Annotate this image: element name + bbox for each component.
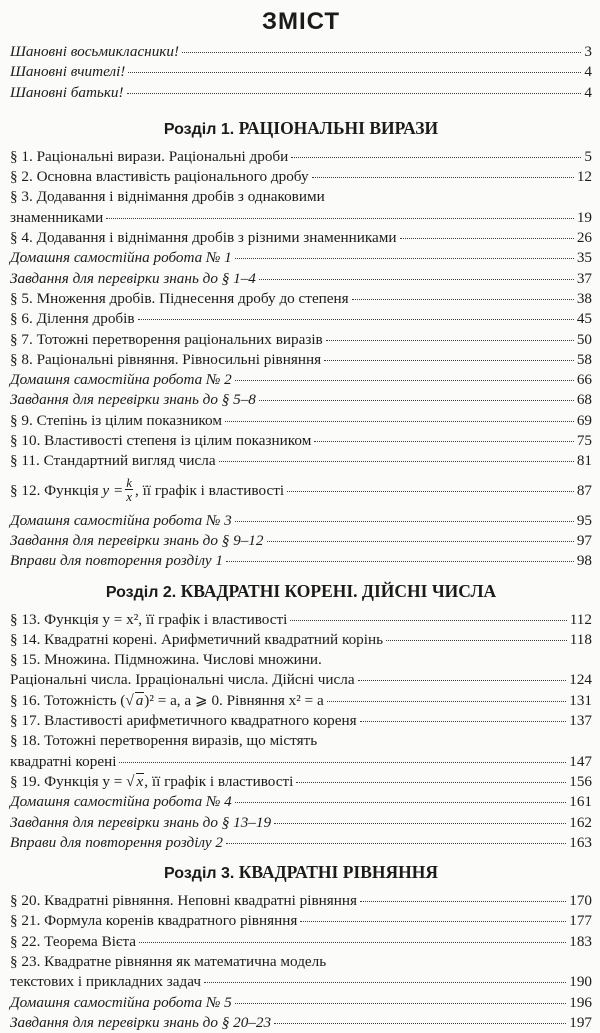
toc-entry-text xyxy=(10,691,324,711)
toc-entry[interactable] xyxy=(10,813,592,833)
page-number: 197 xyxy=(569,1013,592,1031)
toc-entry[interactable] xyxy=(10,731,592,772)
page-number: 196 xyxy=(569,993,592,1011)
leader-dots xyxy=(274,1023,566,1024)
entry-text-pre: § 12. Функція xyxy=(10,481,103,499)
page-number: 118 xyxy=(569,630,592,648)
leader-dots xyxy=(259,400,574,401)
page-number: 156 xyxy=(569,772,592,790)
leader-dots xyxy=(235,521,574,522)
page-number: 35 xyxy=(576,249,592,267)
section-entries xyxy=(10,891,592,1033)
page-number: 170 xyxy=(569,892,592,910)
leader-dots xyxy=(291,157,581,158)
section-title: КВАДРАТНІ РІВНЯННЯ xyxy=(238,862,438,883)
toc-entry[interactable] xyxy=(10,650,592,691)
toc-entry[interactable] xyxy=(10,691,592,711)
toc-entry-text: § 7. Тотожні перетворення раціональних виразів xyxy=(10,330,323,348)
page-number: 3 xyxy=(584,43,592,60)
section-entries xyxy=(10,610,592,854)
page-number: 95 xyxy=(576,511,592,529)
leader-dots xyxy=(296,782,566,783)
page-number: 190 xyxy=(569,973,592,991)
radicand: a xyxy=(135,691,144,709)
toc-entry-text: § 9. Степінь із цілим показником xyxy=(10,411,222,429)
fraction-numerator: k xyxy=(126,474,132,490)
toc-entry[interactable] xyxy=(10,891,592,911)
page-number: 4 xyxy=(584,63,592,81)
leader-dots xyxy=(235,258,574,259)
toc-entry-text: § 6. Ділення дробів xyxy=(10,310,135,328)
page-number: 45 xyxy=(576,310,592,328)
toc-entry-text: § 5. Множення дробів. Піднесення дробу до степеня xyxy=(10,289,349,307)
page-number: 177 xyxy=(569,912,592,930)
leader-dots xyxy=(226,843,566,844)
toc-entry-text: квадратні корені xyxy=(10,752,117,770)
leader-dots xyxy=(128,72,581,73)
fraction-denominator: x xyxy=(126,488,132,504)
toc-entry-text: Вправи для повторення розділу 1 xyxy=(10,552,223,570)
math-expr: y = xyxy=(102,481,124,499)
page-number: 131 xyxy=(569,691,592,709)
leader-dots xyxy=(127,93,582,94)
leader-dots xyxy=(182,52,581,53)
toc-entry-text: Завдання для перевірки знань до § 1–4 xyxy=(10,269,256,287)
toc-entry[interactable] xyxy=(10,309,592,329)
toc-entry-text: Домашня самостійна робота № 4 xyxy=(10,793,232,811)
leader-dots xyxy=(119,762,566,763)
leader-dots xyxy=(204,982,566,983)
toc-entry-text: Завдання для перевірки знань до § 13–19 xyxy=(10,813,272,831)
toc-entry-text-line1: § 15. Множина. Підмножина. Числові множини. xyxy=(10,651,322,669)
toc-entry-text-line1: § 18. Тотожні перетворення виразів, що містять xyxy=(10,732,318,750)
toc-entry[interactable] xyxy=(10,511,592,531)
page-number: 58 xyxy=(576,350,592,368)
toc-entry[interactable] xyxy=(10,431,592,451)
section-label: Розділ 2. xyxy=(105,583,177,601)
toc-entry-text xyxy=(10,474,285,505)
toc-entry-text: § 2. Основна властивість раціонального дробу xyxy=(10,168,309,186)
toc-entry-text: § 4. Додавання і віднімання дробів з різними знаменниками xyxy=(10,229,397,247)
toc-entry[interactable] xyxy=(10,289,592,309)
toc-entry-text: Шановні восьмикласники! xyxy=(10,43,180,60)
leader-dots xyxy=(138,319,574,320)
page-number: 87 xyxy=(576,481,592,499)
leader-dots xyxy=(386,640,567,641)
toc-entry-text: Вправи для повторення розділу 2 xyxy=(10,833,223,851)
page-number: 75 xyxy=(576,432,592,450)
leader-dots xyxy=(324,360,574,361)
toc-entry[interactable] xyxy=(10,370,592,390)
toc-entry-text: Шановні вчителі! xyxy=(10,63,126,81)
leader-dots xyxy=(226,561,574,562)
toc-entry-text: § 1. Раціональні вирази. Раціональні дроби xyxy=(10,147,289,165)
leader-dots xyxy=(300,921,566,922)
section-label: Розділ 1. xyxy=(163,120,235,138)
toc-entry[interactable] xyxy=(10,411,592,431)
toc-entry-text: § 17. Властивості арифметичного квадратного кореня xyxy=(10,712,357,730)
page-number: 161 xyxy=(569,793,592,811)
leader-dots xyxy=(400,238,574,239)
toc-entry[interactable] xyxy=(10,187,592,228)
toc-entry-text: текстових і прикладних задач xyxy=(10,973,202,991)
toc-entry-text: § 20. Квадратні рівняння. Неповні квадратні рівняння xyxy=(10,892,358,910)
fraction xyxy=(125,476,133,503)
toc-entry-text: § 13. Функція y = x², її графік і властивості xyxy=(10,610,288,628)
toc-entry[interactable] xyxy=(10,269,592,289)
toc-entry-text: § 14. Квадратні корені. Арифметичний квадратний корінь xyxy=(10,630,384,648)
toc-entry[interactable] xyxy=(10,350,592,370)
toc-entry[interactable] xyxy=(10,610,592,630)
leader-dots xyxy=(225,421,574,422)
leader-dots xyxy=(139,942,566,943)
sqrt-sign: √ xyxy=(125,691,134,709)
leader-dots xyxy=(312,177,574,178)
leader-dots xyxy=(259,279,574,280)
page-number: 19 xyxy=(576,208,592,226)
entry-text-post: )² = a, a ⩾ 0. Рівняння x² = a xyxy=(144,691,324,709)
toc-entry[interactable] xyxy=(10,62,592,82)
page-number: 38 xyxy=(576,289,592,307)
section-label: Розділ 3. xyxy=(164,865,235,883)
page-number: 68 xyxy=(576,391,592,409)
toc-entry[interactable] xyxy=(10,911,592,931)
toc-entry[interactable] xyxy=(10,531,592,551)
page-number: 98 xyxy=(576,552,592,570)
section-heading xyxy=(10,117,592,141)
page-number: 37 xyxy=(576,269,592,287)
toc-title: ЗМІСТ xyxy=(261,8,341,35)
toc-entry-text-line1: § 23. Квадратне рівняння як математична модель xyxy=(10,952,327,970)
leader-dots xyxy=(235,380,574,381)
page-number: 66 xyxy=(576,371,592,389)
toc-entry[interactable] xyxy=(10,792,592,812)
toc-entry[interactable] xyxy=(10,952,592,993)
leader-dots xyxy=(327,701,567,702)
leader-dots xyxy=(326,340,574,341)
toc-entry-text: Завдання для перевірки знань до § 5–8 xyxy=(10,391,256,409)
toc-entry[interactable] xyxy=(10,472,592,511)
page-number: 97 xyxy=(576,531,592,549)
leader-dots xyxy=(106,218,574,219)
toc-entry-text: Домашня самостійна робота № 3 xyxy=(10,511,232,529)
toc-entry[interactable] xyxy=(10,833,592,853)
page-number: 69 xyxy=(576,411,592,429)
page-number: 162 xyxy=(569,813,592,831)
page-number: 26 xyxy=(576,229,592,247)
leader-dots xyxy=(352,299,574,300)
toc-entry-text: Раціональні числа. Ірраціональні числа. Дійсні числа xyxy=(10,671,355,689)
page-number: 163 xyxy=(569,833,592,851)
toc-entry[interactable] xyxy=(10,711,592,731)
toc-entry[interactable] xyxy=(10,1013,592,1033)
toc-entry-text: Шановні батьки! xyxy=(10,83,124,101)
toc-entry-text xyxy=(10,772,293,792)
toc-entry-text: Домашня самостійна робота № 1 xyxy=(10,249,232,267)
toc-entry[interactable] xyxy=(10,228,592,248)
page-number: 147 xyxy=(569,752,592,770)
page-number: 12 xyxy=(576,168,592,186)
toc-entry-text: § 8. Раціональні рівняння. Рівносильні рівняння xyxy=(10,350,322,368)
leader-dots xyxy=(358,680,567,681)
toc-entry[interactable] xyxy=(10,551,592,571)
sections-block xyxy=(10,117,592,1033)
page-number: 5 xyxy=(584,147,592,165)
toc-entry[interactable] xyxy=(10,167,592,187)
leader-dots xyxy=(274,823,566,824)
page-number: 124 xyxy=(569,671,592,689)
toc-entry[interactable] xyxy=(10,932,592,952)
leader-dots xyxy=(360,901,566,902)
page-number: 4 xyxy=(584,83,592,101)
toc-entry[interactable] xyxy=(10,330,592,350)
toc-entry[interactable] xyxy=(10,772,592,792)
toc-entry[interactable] xyxy=(10,248,592,268)
leader-dots xyxy=(219,461,574,462)
section-title: КВАДРАТНІ КОРЕНІ. ДІЙСНІ ЧИСЛА xyxy=(180,580,497,601)
sqrt-sign: √ xyxy=(126,772,135,790)
leader-dots xyxy=(267,541,574,542)
toc-entry[interactable] xyxy=(10,451,592,471)
section-heading xyxy=(10,861,592,885)
toc-entry-text: § 10. Властивості степеня із цілим показником xyxy=(10,432,312,450)
toc-entry-text: § 11. Стандартний вигляд числа xyxy=(10,452,216,470)
toc-entry-text: Завдання для перевірки знань до § 9–12 xyxy=(10,531,264,549)
toc-entry-text-line1: § 3. Додавання і віднімання дробів з однаковими xyxy=(10,188,325,206)
section-entries xyxy=(10,147,592,572)
leader-dots xyxy=(290,620,566,621)
leader-dots xyxy=(287,491,574,492)
toc-entry[interactable] xyxy=(10,993,592,1013)
toc-entry[interactable] xyxy=(10,147,592,167)
entry-text-post: , її графік і властивості xyxy=(144,772,294,790)
toc-entry[interactable] xyxy=(10,83,592,103)
toc-entry-text: § 21. Формула коренів квадратного рівняння xyxy=(10,912,298,930)
leader-dots xyxy=(360,721,567,722)
entry-text-post: , її графік і властивості xyxy=(134,481,285,499)
toc-entry[interactable] xyxy=(10,630,592,650)
toc-entry[interactable] xyxy=(10,390,592,410)
toc-entry[interactable] xyxy=(10,42,592,62)
leader-dots xyxy=(314,441,573,442)
page-number: 183 xyxy=(569,932,592,950)
leader-dots xyxy=(235,802,566,803)
radicand: x xyxy=(136,772,144,790)
toc-entry-text: Домашня самостійна робота № 5 xyxy=(10,993,232,1011)
toc-entry-text: Завдання для перевірки знань до § 20–23 xyxy=(10,1013,272,1031)
leader-dots xyxy=(235,1003,566,1004)
entry-text-pre: § 16. Тотожність ( xyxy=(10,691,126,709)
toc-entry-text: § 22. Теорема Вієта xyxy=(10,932,137,950)
section-title: РАЦІОНАЛЬНІ ВИРАЗИ xyxy=(238,117,439,138)
page-number: 137 xyxy=(569,712,592,730)
page-number: 50 xyxy=(576,330,592,348)
page-number: 112 xyxy=(569,610,592,628)
page-number: 81 xyxy=(576,452,592,470)
intro-block xyxy=(10,42,592,103)
toc-entry-text: Домашня самостійна робота № 2 xyxy=(10,371,232,389)
section-heading xyxy=(10,580,592,604)
entry-text-pre: § 19. Функція y = xyxy=(10,772,127,790)
toc-entry-text: знаменниками xyxy=(10,208,104,226)
